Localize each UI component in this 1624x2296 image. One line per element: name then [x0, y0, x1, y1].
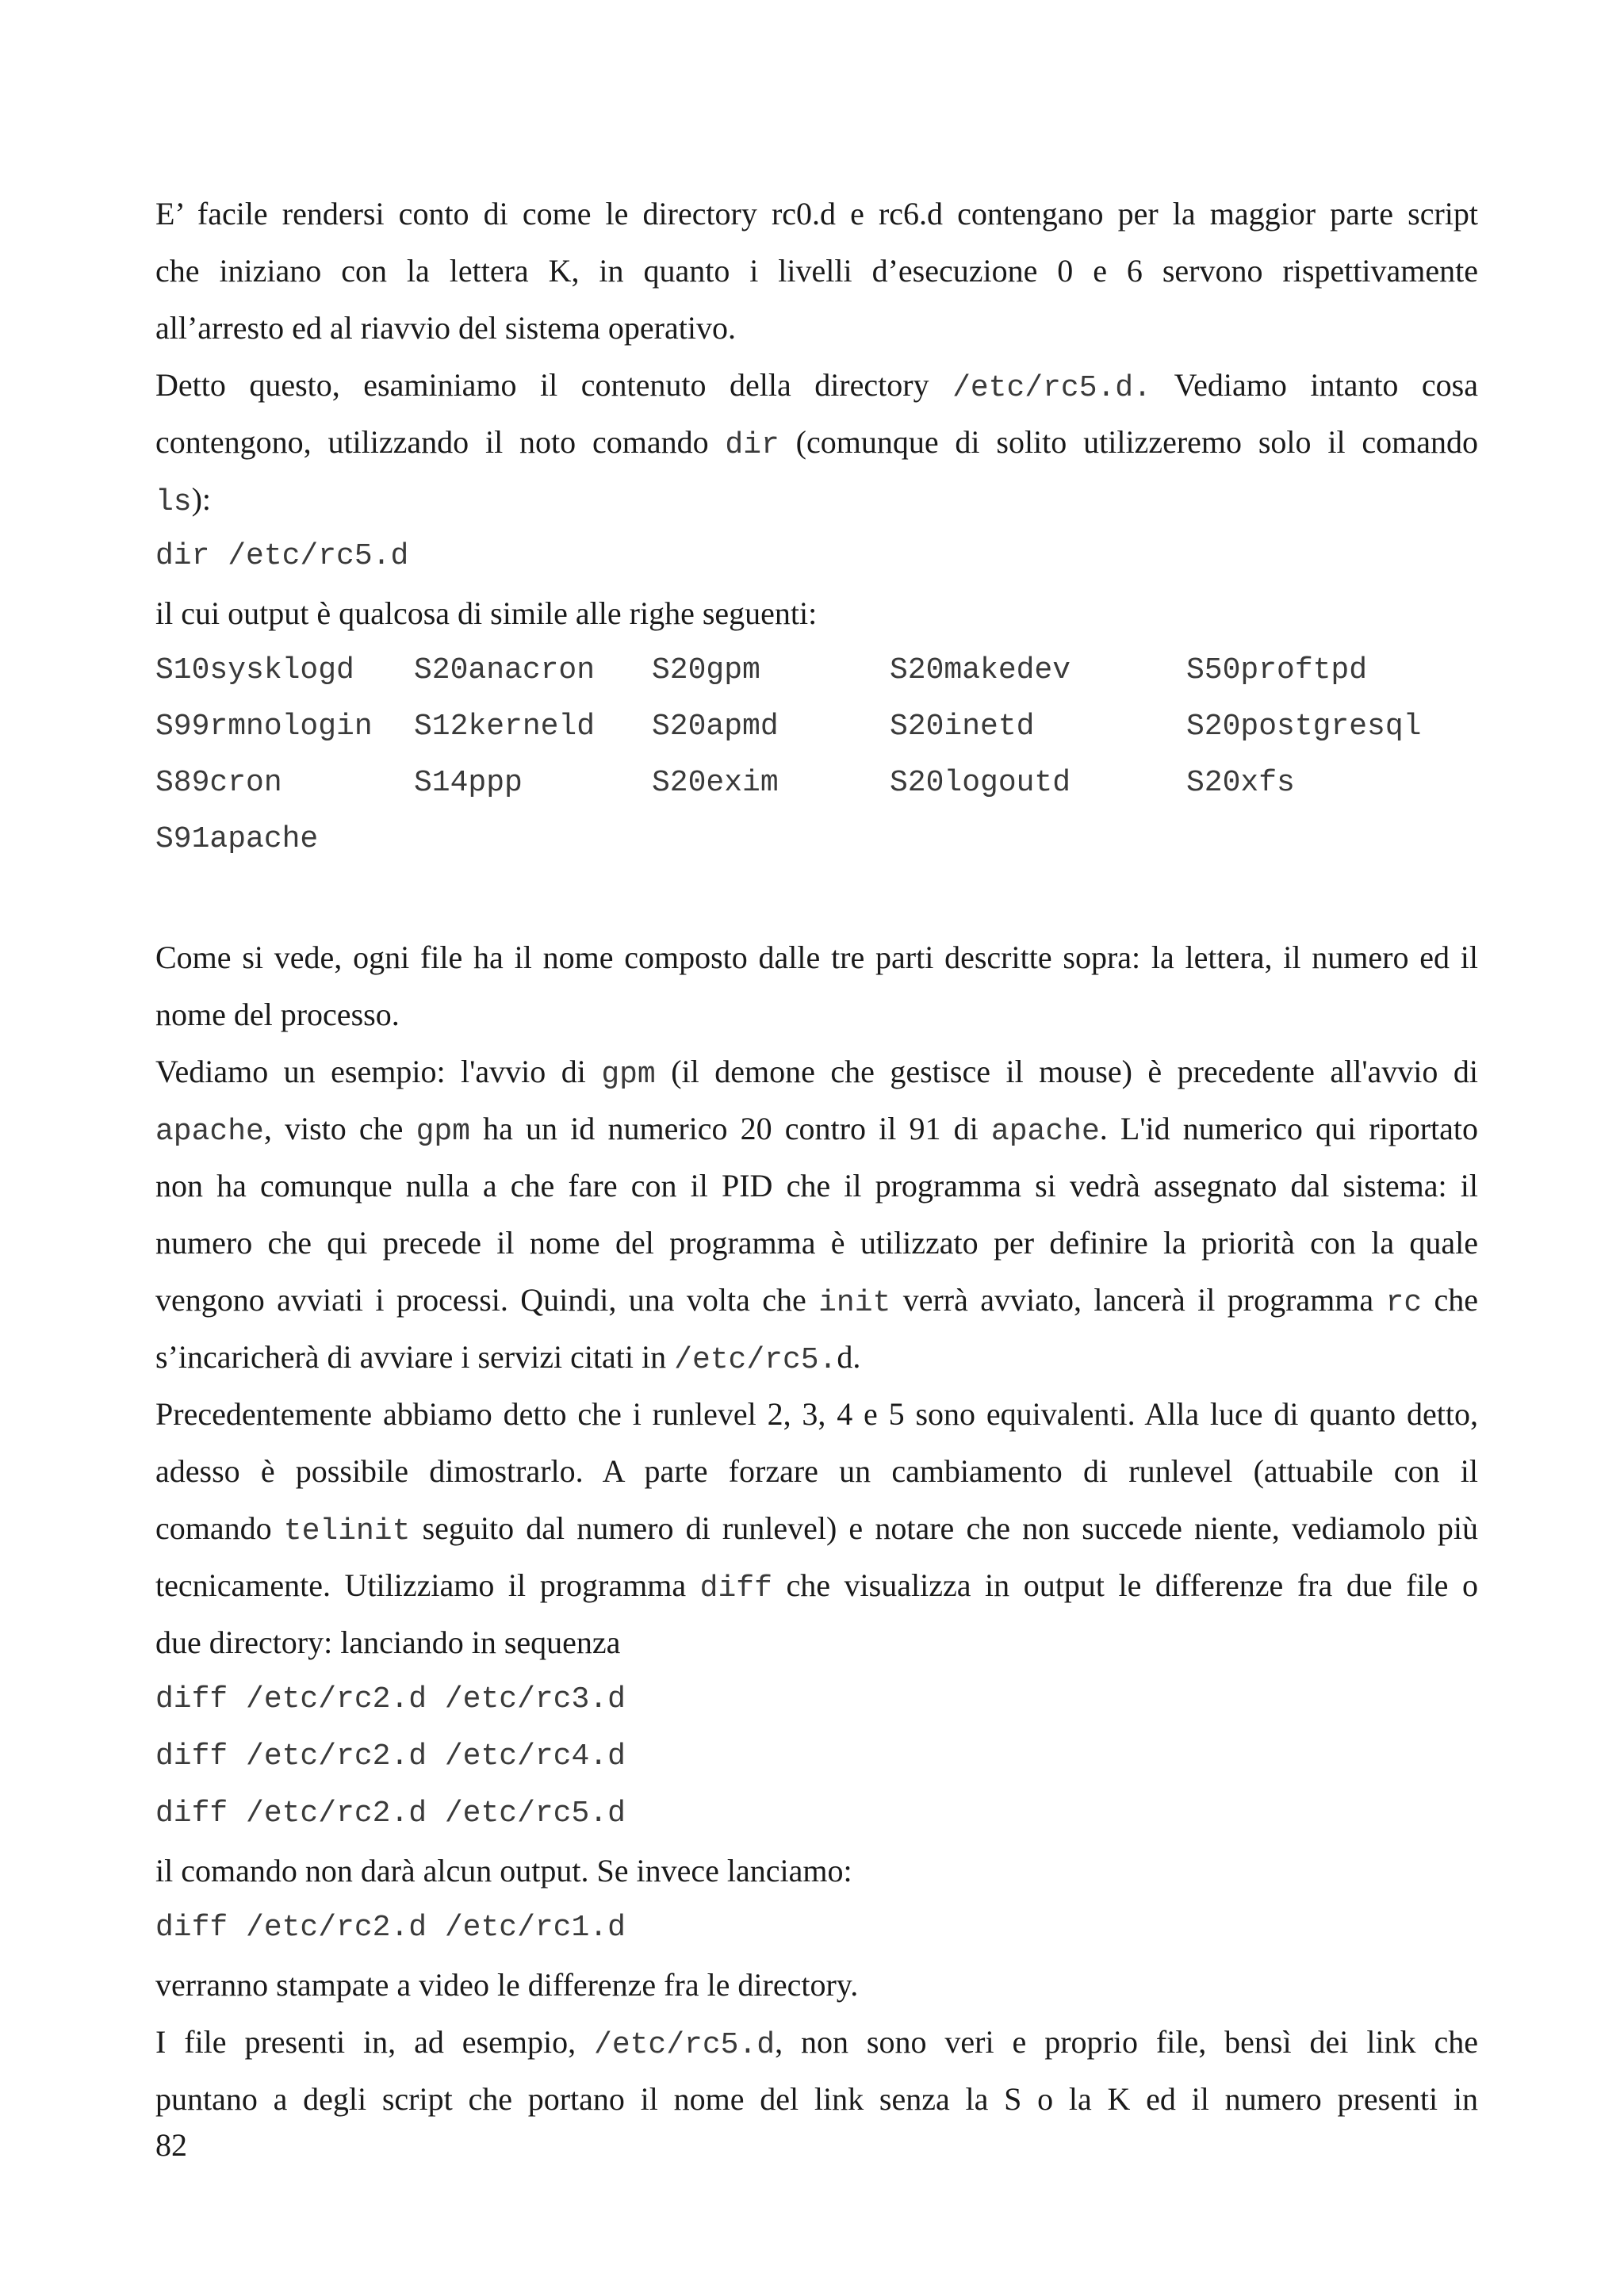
paragraph-gap — [155, 867, 1478, 929]
text-run: , non sono veri e proprio file, bensì dei link che — [775, 2024, 1478, 2060]
text-line: Come si vede, ogni file ha il nome composto dalle tre parti descritte sopra: la lettera, il numero ed il — [155, 939, 1478, 975]
text-line — [155, 1043, 1478, 1100]
text-run: . L'id numerico qui riportato — [1099, 1111, 1478, 1146]
text-line: non ha comunque nulla a che fare con il PID che il programma si vedrà assegnato dal sistema: il — [155, 1168, 1478, 1203]
listing-entry: S20inetd — [890, 710, 1035, 744]
text-line — [155, 1329, 1478, 1386]
listing-row — [155, 811, 1478, 867]
inline-code: telinit — [283, 1514, 411, 1548]
code-line: diff /etc/rc2.d /etc/rc4.d — [155, 1739, 626, 1774]
text-line — [155, 1557, 1478, 1614]
text-line: numero che qui precede il nome del programma è utilizzato per definire la priorità con la quale — [155, 1225, 1478, 1261]
inline-code: gpm — [601, 1058, 656, 1092]
page-body — [155, 186, 1478, 2128]
text-line — [155, 1272, 1478, 1329]
text-line — [155, 2014, 1478, 2071]
inline-code: /etc/rc5.d — [594, 2028, 776, 2062]
listing-entry: S89cron — [155, 766, 282, 800]
listing-entry: S20apmd — [652, 710, 779, 744]
text-run: ha un id numerico 20 contro il 91 di — [470, 1111, 991, 1146]
text-line: il cui output è qualcosa di simile alle righe seguenti: — [155, 595, 818, 631]
code-line: diff /etc/rc2.d /etc/rc1.d — [155, 1911, 626, 1945]
inline-code: /etc/rc5.d. — [952, 371, 1151, 405]
text-run: vengono avviati i processi. Quindi, una volta che — [155, 1282, 819, 1318]
text-line: verranno stampate a video le differenze fra le directory. — [155, 1967, 859, 2003]
listing-entry: S91apache — [155, 822, 319, 856]
text-run: seguito dal numero di runlevel) e notare che non succede niente, vediamolo più — [410, 1510, 1478, 1546]
listing-entry: S20exim — [652, 766, 779, 800]
listing-entry: S10sysklogd — [155, 653, 354, 687]
text-line: adesso è possibile dimostrarlo. A parte forzare un cambiamento di runlevel (attuabile con il — [155, 1453, 1478, 1489]
code-line: diff /etc/rc2.d /etc/rc5.d — [155, 1797, 626, 1831]
text-line: due directory: lanciando in sequenza — [155, 1624, 621, 1660]
inline-code: dir — [725, 428, 779, 462]
inline-code: apache — [155, 1115, 264, 1149]
inline-code: init — [818, 1286, 891, 1320]
text-line: puntano a degli script che portano il nome del link senza la S o la K ed il numero presenti in — [155, 2081, 1478, 2117]
inline-code: ls — [155, 485, 192, 519]
listing-entry: S20gpm — [652, 653, 760, 687]
inline-code: gpm — [416, 1115, 470, 1149]
text-run: Detto questo, esaminiamo il contenuto della directory — [155, 367, 953, 403]
text-line: il comando non darà alcun output. Se invece lanciamo: — [155, 1853, 852, 1888]
inline-code: diff — [699, 1571, 772, 1605]
text-line — [155, 1500, 1478, 1557]
text-line — [155, 357, 1478, 414]
text-run: tecnicamente. Utilizziamo il programma — [155, 1567, 700, 1603]
directory-listing — [155, 642, 1478, 867]
text-line: E’ facile rendersi conto di come le directory rc0.d e rc6.d contengano per la maggior parte script — [155, 196, 1478, 232]
text-run: contengono, utilizzando il noto comando — [155, 424, 726, 460]
listing-entry: S50proftpd — [1186, 653, 1368, 687]
listing-entry: S20makedev — [890, 653, 1071, 687]
listing-row — [155, 698, 1478, 755]
text-run: Vediamo intanto cosa — [1151, 367, 1478, 403]
text-run: che visualizza in output le differenze fra due file o — [772, 1567, 1479, 1603]
text-run: Vediamo un esempio: l'avvio di — [155, 1054, 602, 1089]
text-run: I file presenti in, ad esempio, — [155, 2024, 595, 2060]
text-line: nome del processo. — [155, 997, 400, 1032]
inline-code: rc — [1385, 1286, 1423, 1320]
page-number: 82 — [155, 2127, 187, 2163]
inline-code: /etc/rc5. — [674, 1343, 837, 1377]
listing-row — [155, 642, 1478, 698]
listing-entry: S20postgresql — [1186, 710, 1422, 744]
listing-row — [155, 755, 1478, 811]
listing-entry: S20logoutd — [890, 766, 1071, 800]
inline-code: apache — [990, 1115, 1100, 1149]
code-line: diff /etc/rc2.d /etc/rc3.d — [155, 1682, 626, 1716]
text-line: che iniziano con la lettera K, in quanto i livelli d’esecuzione 0 e 6 servono rispettivamente — [155, 253, 1478, 289]
text-line — [155, 471, 1478, 528]
listing-entry: S14ppp — [414, 766, 523, 800]
text-run: , visto che — [263, 1111, 416, 1146]
text-line: Precedentemente abbiamo detto che i runlevel 2, 3, 4 e 5 sono equivalenti. Alla luce di quanto detto, — [155, 1396, 1478, 1432]
listing-entry: S99rmnologin — [155, 710, 373, 744]
text-run: che — [1422, 1282, 1479, 1318]
text-run: verrà avviato, lancerà il programma — [891, 1282, 1386, 1318]
text-run: d. — [837, 1339, 861, 1375]
text-run: comando — [155, 1510, 284, 1546]
listing-entry: S12kerneld — [414, 710, 596, 744]
text-line — [155, 1100, 1478, 1158]
text-run: s’incaricherà di avviare i servizi citati in — [155, 1339, 675, 1375]
listing-entry: S20xfs — [1186, 766, 1295, 800]
text-run: ): — [191, 481, 212, 517]
code-line: dir /etc/rc5.d — [155, 539, 409, 573]
text-run: (comunque di solito utilizzeremo solo il comando — [779, 424, 1479, 460]
listing-entry: S20anacron — [414, 653, 596, 687]
text-run: (il demone che gestisce il mouse) è precedente all'avvio di — [655, 1054, 1478, 1089]
text-line — [155, 414, 1478, 471]
text-line: all’arresto ed al riavvio del sistema operativo. — [155, 310, 736, 346]
